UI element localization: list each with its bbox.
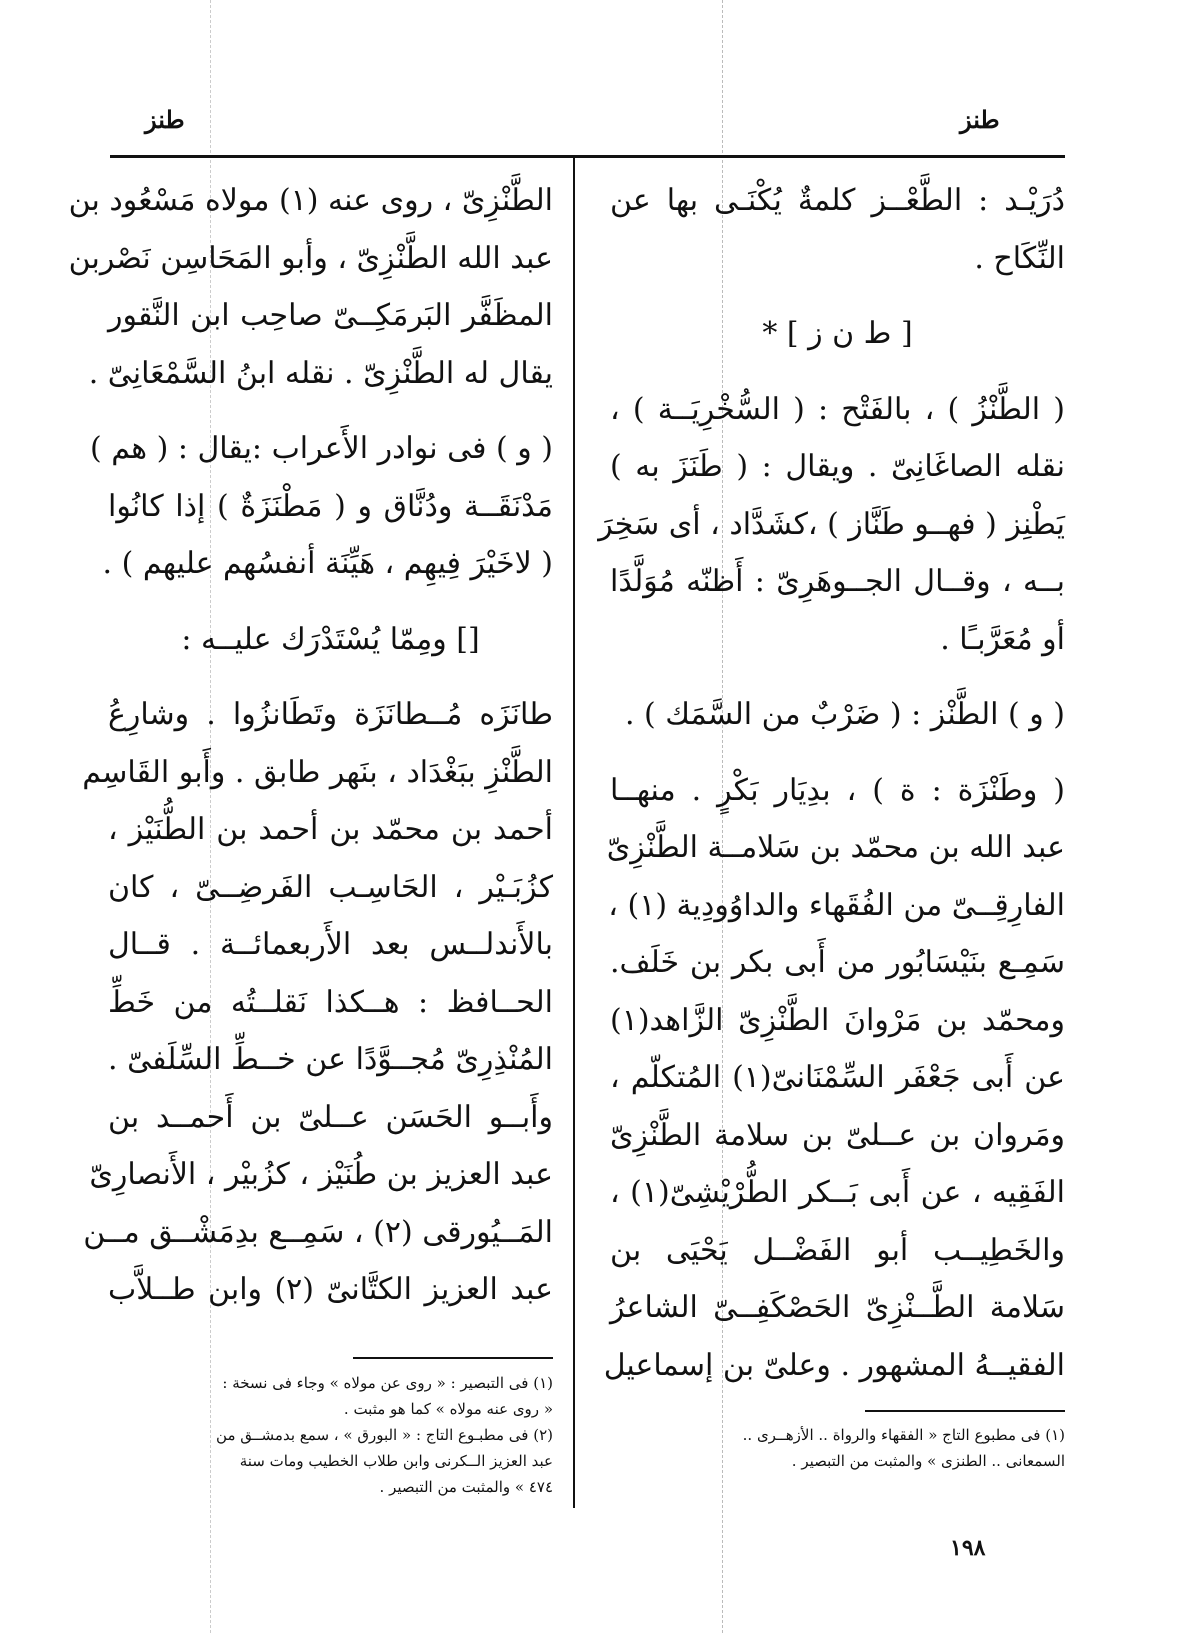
text-line: ( لاخَيْرَ فِيهِم ، هَيِّنَة أنفسُهم عليهم ) . <box>102 546 553 581</box>
column-divider <box>573 158 575 1508</box>
text-line: بالأَندلــس بعد الأَربعمائــة . قــال <box>108 927 553 962</box>
footnote-line: (١) فى مطبوع التاج « الفقهاء والرواة .. الأزهــرى .. <box>742 1426 1065 1444</box>
text-line: ومحمّد بن مَرْوانَ الطَّنْزِىّ الزَّاهد(١) <box>610 1002 1065 1038</box>
header-rule <box>110 155 1065 158</box>
footnote-line: « روى عنه مولاه » كما هو مثبت . <box>343 1400 553 1418</box>
text-line: أحمد بن محمّد بن أحمد بن الطُّنَيْز ، <box>108 812 553 847</box>
text-line: ( وطَنْزَة : ة ) ، بدِيَار بَكْرٍ . منهــا <box>610 772 1065 808</box>
footnote-line: (١) فى التبصير : « روى عن مولاه » وجاء فى نسخة : <box>222 1374 553 1392</box>
text-line: طانَزَه مُــطانَزَة وتَطَانزُوا . وشارِعُ <box>108 697 553 732</box>
text-line: عبد العزيز بن طُنَيْز ، كزُبيْر ، الأَنصارِىّ <box>89 1157 553 1192</box>
footnotes-right <box>610 1422 1065 1474</box>
footnote-line: ٤٧٤ » والمثبت من التبصير . <box>379 1478 553 1496</box>
text-line: المُنْذِرِىّ مُجــوَّدًا عن خــطِّ السِّلَفىّ . <box>108 1042 553 1077</box>
text-line: نقله الصاغَانِىّ . ويقال : ( طَنَزَ به ) <box>610 449 1065 484</box>
footnote-line: (٢) فى مطبـوع التاج : « البورق » ، سمع بدمشــق من <box>216 1426 553 1444</box>
text-line: النِّكَاح . <box>974 240 1065 276</box>
text-line: ( و ) فى نوادر الأَعراب :يقال : ( هم ) <box>90 431 553 466</box>
footnote-rule <box>353 1357 553 1359</box>
text-line: الفقيــهُ المشهور . وعلىّ بن إسماعيل <box>603 1347 1065 1383</box>
text-line: الحــافظ : هــكذا نَقلــتُه من خَطِّ <box>108 984 553 1020</box>
text-line: أو مُعَرَّبـًا . <box>940 621 1065 657</box>
text-line: عبد الله الطَّنْزِىّ ، وأبو المَحَاسِن نَصْربن <box>68 240 553 276</box>
text-line: بــه ، وقــال الجــوهَرِىّ : أَظنّه مُوَلَّدًا <box>610 564 1065 599</box>
running-header-right: طنز <box>960 105 1000 134</box>
text-line: مَدْنَقَــة ودُنَّاق و ( مَطْنَزَةٌ ) إذا كانُوا <box>108 488 553 524</box>
text-line: كزُبَـيْر ، الحَاسِـب الفَرضِــىّ ، كان <box>108 869 553 905</box>
text-line: المظَفَّر البَرمَكِــىّ صاحِب ابن النَّقور <box>108 298 553 333</box>
text-line: والخَطِيــب أبو الفَضْــل يَحْيَى بن <box>610 1232 1065 1268</box>
text-line: يَطْنِز ( فهــو طَنَّاز ) ،كشَدَّاد ، أى سَخِرَ <box>598 506 1065 542</box>
text-line: ( الطَّنْزُ ) ، بالفَتْح : ( السُّخْرِيَــة ) ، <box>610 391 1065 427</box>
footnotes-left <box>108 1370 553 1500</box>
page-number: ١٩٨ <box>950 1535 986 1561</box>
text-line: سَلامة الطَّــنْزِىّ الحَصْكَفِــىّ الشاعرُ <box>610 1290 1065 1325</box>
text-line: ( و ) الطَّنْز : ( ضَرْبٌ من السَّمَك ) . <box>624 697 1065 732</box>
text-line: عبد الله بن محمّد بن سَلامــة الطَّنْزِىّ <box>606 830 1065 865</box>
footnote-line: عبد العزيز الــكرنى وابن طلاب الخطيب ومات سنة <box>239 1452 553 1470</box>
text-line: الفَقِيه ، عن أَبى بَــكر الطُّرْيْشِىّ(١) ، <box>610 1175 1065 1210</box>
text-line: المَــيُورقى (٢) ، سَمِــع بدِمَشْــق مــن <box>83 1214 553 1250</box>
text-line: يقال له الطَّنْزِىّ . نقله ابنُ السَّمْعَانِىّ . <box>88 355 553 391</box>
entry-heading: [ ط ن ز ] * <box>762 316 913 351</box>
text-line: دُرَيْـد : الطَّعْــز كلمةٌ يُكْنَـى بها عن <box>610 183 1065 218</box>
text-line: الطَّنْزِىّ ، روى عنه (١) مولاه مَسْعُود بن <box>68 183 553 218</box>
text-line: عبد العزيز الكتَّانىّ (٢) وابن طــلاَّب <box>108 1272 553 1307</box>
left-column <box>68 172 553 1319</box>
right-column <box>598 172 1065 1394</box>
section-heading: [] ومِمّا يُسْتَدْرَك عليــه : <box>181 621 480 657</box>
footnote-rule <box>865 1410 1065 1412</box>
text-line: عن أَبى جَعْفَر السِّمْنَانىّ(١) المُتكلّم ، <box>610 1060 1065 1095</box>
text-line: الطَّنْزِ ببَغْدَاد ، بنَهر طابق . وأَبو القَاسِم <box>82 754 553 790</box>
running-header-left: طنز <box>145 105 185 134</box>
text-line: ومَروان بن عــلىّ بن سلامة الطَّنْزِىّ <box>610 1117 1065 1153</box>
footnote-line: السمعانى .. الطنزى » والمثبت من التبصير . <box>791 1452 1065 1470</box>
text-line: الفارِقِــىّ من الفُقَهاء والداوُودِية (١) ، <box>608 887 1065 923</box>
text-line: سَمِـع بنَيْسَابُور من أَبى بكر بن خَلَف. <box>610 945 1065 980</box>
text-line: وأَبــو الحَسَن عــلىّ بن أَحمــد بن <box>108 1099 553 1135</box>
